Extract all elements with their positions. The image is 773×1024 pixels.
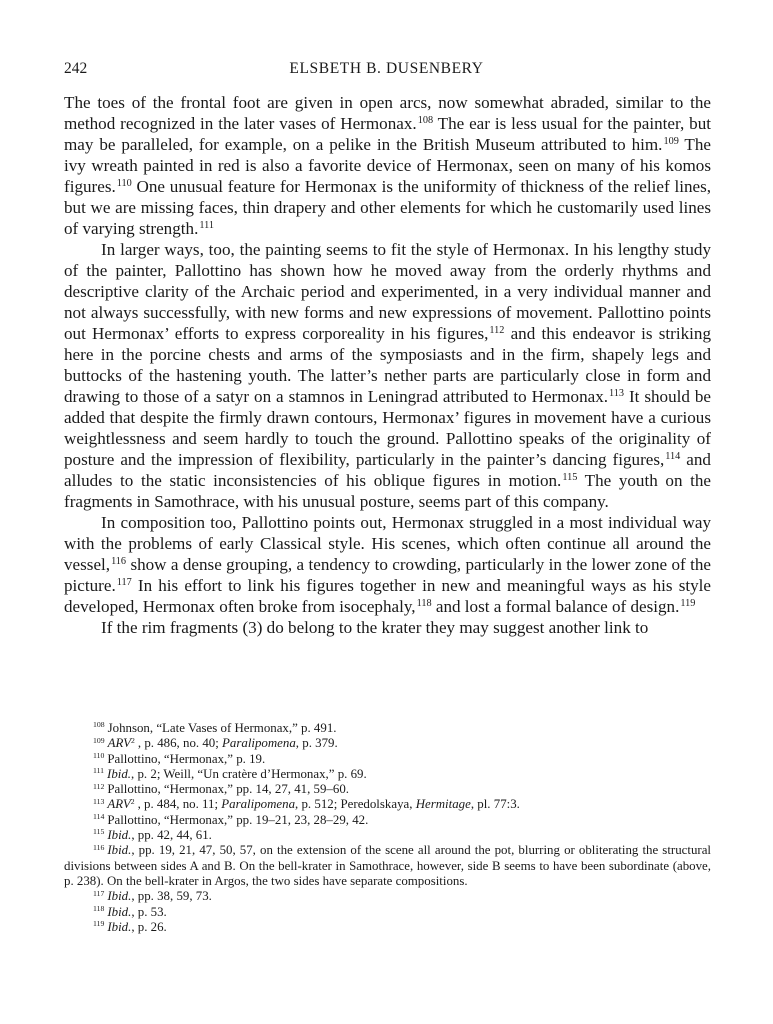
- text-run: , pl. 77:3.: [470, 797, 520, 812]
- footnote-ref: 110: [93, 750, 105, 760]
- paragraph: [64, 92, 711, 239]
- footnote-ref: 116: [93, 842, 105, 852]
- text-run: In larger ways, too, the painting seems to fit the style of Hermonax. In his lengthy study of the painter, Pallottino has shown how he moved away from the orderly rhythms and descriptive clarity of the Archaic period and experimented, in a very individual manner and not always successfully, with new forms and new expressions of movement. Pallottino points out Hermonax’ efforts to express corporeality in his figures,: [64, 240, 711, 343]
- footnote-ref: 118: [93, 903, 105, 913]
- text-run: Ibid.: [107, 904, 132, 919]
- footnote-ref: 118: [416, 597, 432, 609]
- footnote-ref: 109: [93, 735, 105, 745]
- text-run: It should be added that despite the firmly drawn contours, Hermonax’ figures in movement have a curious weightlessness and seem hardly to touch the ground. Pallottino speaks of the originality of posture and the impression of flexibility, particularly in the painter’s dancing figures,: [64, 387, 711, 469]
- text-run: Ibid.: [107, 919, 132, 934]
- footnote-111: [64, 767, 711, 782]
- text-run: , p. 484, no. 11;: [137, 797, 222, 812]
- text-run: , p. 53.: [131, 904, 167, 919]
- footnote-110: [64, 752, 711, 767]
- text-run: One unusual feature for Hermonax is the uniformity of thickness of the relief lines, but we are missing faces, thin drapery and other elements for which he customarily used lines of varying strength.: [64, 177, 711, 238]
- text-run: Ibid.: [107, 766, 132, 781]
- paragraph: [64, 512, 711, 617]
- footnote-ref: 112: [489, 324, 505, 336]
- body-text: [64, 92, 711, 638]
- footnote-117: [64, 889, 711, 904]
- text-run: , p. 512; Peredolskaya,: [295, 797, 416, 812]
- page-header: [64, 60, 709, 80]
- text-run: Ibid.: [107, 889, 132, 904]
- footnote-113: [64, 797, 711, 812]
- footnote-ref: 108: [417, 114, 434, 126]
- footnote-119: [64, 920, 711, 935]
- footnote-ref: 116: [111, 555, 127, 567]
- footnote-ref: 113: [93, 796, 105, 806]
- text-run: and lost a formal balance of design.: [431, 597, 680, 616]
- running-head: ELSBETH B. DUSENBERY: [289, 60, 484, 77]
- footnote-116: [64, 843, 711, 889]
- text-run: ARV: [107, 736, 131, 751]
- footnote-108: [64, 721, 711, 736]
- text-run: Paralipomena: [221, 797, 296, 812]
- footnote-118: [64, 905, 711, 920]
- text-run: Ibid.: [107, 828, 132, 843]
- text-run: Pallottino, “Hermonax,” pp. 14, 27, 41, 59–60.: [107, 782, 349, 797]
- footnote-115: [64, 828, 711, 843]
- footnote-ref: 2: [131, 735, 135, 745]
- text-run: Johnson, “Late Vases of Hermonax,” p. 491.: [107, 721, 337, 735]
- text-run: In composition too, Pallottino points out, Hermonax struggled in a most individual way with the problems of early Classical style. His scenes, which often continue all around the vessel,: [64, 513, 711, 574]
- text-run: , p. 2; Weill, “Un cratère d’Hermonax,” p. 69.: [131, 766, 367, 781]
- footnote-112: [64, 782, 711, 797]
- footnotes: [64, 721, 711, 935]
- text-run: , p. 486, no. 40;: [137, 736, 223, 751]
- paragraph: [64, 617, 711, 638]
- footnote-ref: 117: [116, 576, 132, 588]
- text-run: If the rim fragments (3) do belong to the krater they may suggest another link to: [101, 618, 649, 637]
- text-run: The ivy wreath painted in red is also a favorite device of Hermonax, seen on many of his komos figures.: [64, 135, 712, 196]
- text-run: show a dense grouping, a tendency to crowding, particularly in the lower zone of the picture.: [64, 555, 711, 595]
- text-run: , pp. 42, 44, 61.: [131, 828, 212, 843]
- text-run: , pp. 38, 59, 73.: [131, 889, 212, 904]
- text-run: Pallottino, “Hermonax,” pp. 19–21, 23, 28–29, 42.: [107, 812, 369, 827]
- text-run: In his effort to link his figures together in new and meaningful ways as his style developed, Hermonax often broke from isocephaly,: [64, 576, 711, 616]
- footnote-ref: 109: [663, 135, 679, 147]
- footnote-ref: 115: [93, 827, 105, 837]
- footnote-ref: 114: [665, 450, 681, 462]
- text-run: Pallottino, “Hermonax,” p. 19.: [107, 751, 266, 766]
- page-number: 242: [64, 60, 88, 77]
- text-run: ARV: [107, 797, 131, 812]
- text-run: and alludes to the static inconsistencies of his oblique figures in motion.: [64, 450, 711, 490]
- footnote-ref: 110: [116, 177, 132, 189]
- footnote-ref: 117: [93, 888, 105, 898]
- footnote-ref: 111: [93, 766, 105, 776]
- footnote-114: [64, 813, 711, 828]
- footnote-ref: 113: [609, 387, 625, 399]
- footnote-ref: 111: [199, 219, 214, 231]
- footnote-ref: 119: [680, 597, 696, 609]
- footnote-ref: 114: [93, 812, 105, 822]
- footnote-ref: 108: [93, 720, 105, 730]
- footnote-ref: 119: [93, 919, 105, 929]
- footnote-ref: 2: [130, 796, 135, 806]
- text-run: , pp. 19, 21, 47, 50, 57, on the extension of the scene all around the pot, blurring or obliterating the structural divisions between sides A and B. On the bell-krater in Samothrace, however, side B seems to have been subordinate (above, p. 238). On the bell-krater in Argos, the two sides have separate compositions.: [64, 843, 711, 888]
- text-run: Ibid.: [107, 843, 132, 858]
- text-run: Hermitage: [415, 797, 471, 812]
- text-run: and this endeavor is striking here in the porcine chests and arms of the symposiasts and in the firm, shapely legs and buttocks of the hastening youth. The latter’s nether parts are particularly close in form and drawing to those of a satyr on a stamnos in Leningrad attributed to Hermonax.: [64, 324, 712, 406]
- text-run: The ear is less usual for the painter, but may be paralleled, for example, on a pelike in the British Museum attributed to him.: [64, 114, 711, 154]
- text-run: Paralipomena: [222, 736, 296, 751]
- text-run: , p. 379.: [295, 736, 338, 751]
- footnote-109: [64, 736, 711, 751]
- text-run: , p. 26.: [131, 919, 167, 934]
- text-run: The youth on the fragments in Samothrace, with his unusual posture, seems part of this company.: [64, 471, 711, 511]
- footnote-ref: 112: [93, 781, 105, 791]
- text-run: The toes of the frontal foot are given in open arcs, now somewhat abraded, similar to the method recognized in the later vases of Hermonax.: [64, 93, 711, 133]
- paragraph: [64, 239, 711, 512]
- footnote-ref: 115: [562, 471, 578, 483]
